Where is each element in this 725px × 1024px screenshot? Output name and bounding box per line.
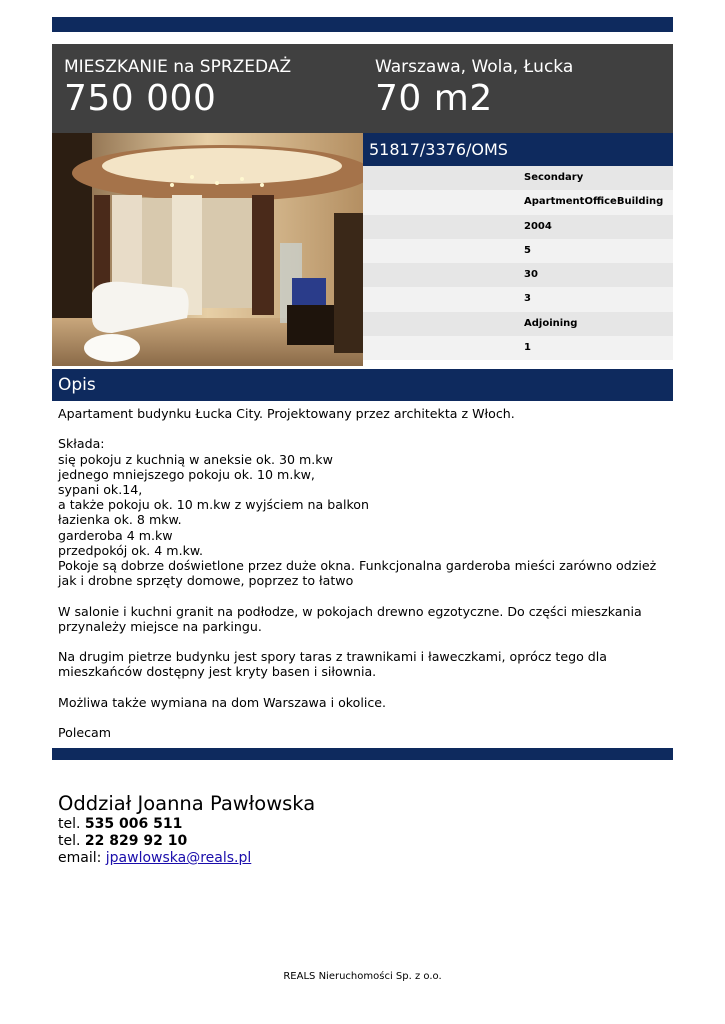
phone-2	[58, 833, 315, 850]
detail-bathrooms: 1	[363, 336, 673, 360]
composition-line: Składa:	[58, 436, 105, 452]
phone-number-2: 22 829 92 10	[84, 833, 188, 849]
phone-1	[58, 816, 315, 833]
detail-rooms: 3	[363, 287, 673, 311]
reference-number: 51817/3376/OMS	[363, 133, 673, 166]
detail-floor: 5	[363, 239, 673, 263]
top-bar	[52, 17, 673, 32]
composition-line: Pokoje są dobrze doświetlone przez duże okna. Funkcjonalna garderoba mieści zarówno odzież jak i drobne sprzęty domowe, poprzez to łatwo	[58, 558, 657, 589]
composition-line: łazienka ok. 8 mkw.	[58, 512, 182, 528]
footer-company: REALS Nieruchomości Sp. z o.o.	[283, 971, 442, 982]
composition-line: się pokoju z kuchnią w aneksie ok. 30 m.kw	[58, 451, 333, 467]
description-composition	[58, 436, 668, 588]
apartment-photo	[52, 133, 363, 366]
description-intro: Apartament budynku Łucka City. Projektowany przez architekta z Włoch.	[58, 406, 515, 421]
price: 750 000	[64, 78, 217, 119]
email-label: email:	[58, 850, 102, 866]
detail-floors: 30	[363, 263, 673, 287]
contact-block	[58, 792, 315, 867]
property-type: MIESZKANIE na SPRZEDAŻ	[64, 57, 292, 77]
composition-line: garderoba 4 m.kw	[58, 527, 173, 543]
description	[58, 406, 668, 756]
area: 70 m2	[375, 78, 493, 119]
phone-number-1: 535 006 511	[84, 816, 183, 832]
detail-building-type: ApartmentOfficeBuilding	[363, 190, 673, 214]
header-right	[375, 56, 573, 120]
listing-header	[52, 44, 673, 133]
composition-line: sypani ok.14,	[58, 482, 143, 497]
composition-line: jednego mniejszego pokoju ok. 10 m.kw,	[58, 466, 315, 482]
description-para-5: Polecam	[58, 725, 112, 741]
detail-kitchen: Adjoining	[363, 312, 673, 336]
description-para-3: Na drugim pietrze budynku jest spory taras z trawnikami i ławeczkami, oprócz tego dla mieszkańców dostępny jest kryty basen i siłownia.	[58, 649, 608, 680]
description-para-2: W salonie i kuchni granit na podłodze, w pokojach drewno egzotyczne. Do części mieszkania przynależy miejsce na parkingu.	[58, 603, 642, 634]
email-link[interactable]: jpawlowska@reals.pl	[105, 850, 252, 866]
section-title: Opis	[52, 369, 673, 401]
tel-label: tel.	[58, 816, 81, 832]
composition-line: a także pokoju ok. 10 m.kw z wyjściem na balkon	[58, 497, 369, 513]
location: Warszawa, Wola, Łucka	[375, 57, 574, 77]
composition-line: przedpokój ok. 4 m.kw.	[58, 542, 204, 558]
detail-market: Secondary	[363, 166, 673, 190]
email-line	[58, 850, 315, 867]
details-table	[363, 166, 673, 360]
description-para-4: Możliwa także wymiana na dom Warszawa i okolice.	[58, 694, 387, 710]
agent-name: Oddział Joanna Pawłowska	[58, 792, 316, 815]
detail-year: 2004	[363, 215, 673, 239]
header-left	[64, 56, 291, 120]
tel-label: tel.	[58, 833, 81, 849]
bottom-bar	[52, 748, 673, 760]
